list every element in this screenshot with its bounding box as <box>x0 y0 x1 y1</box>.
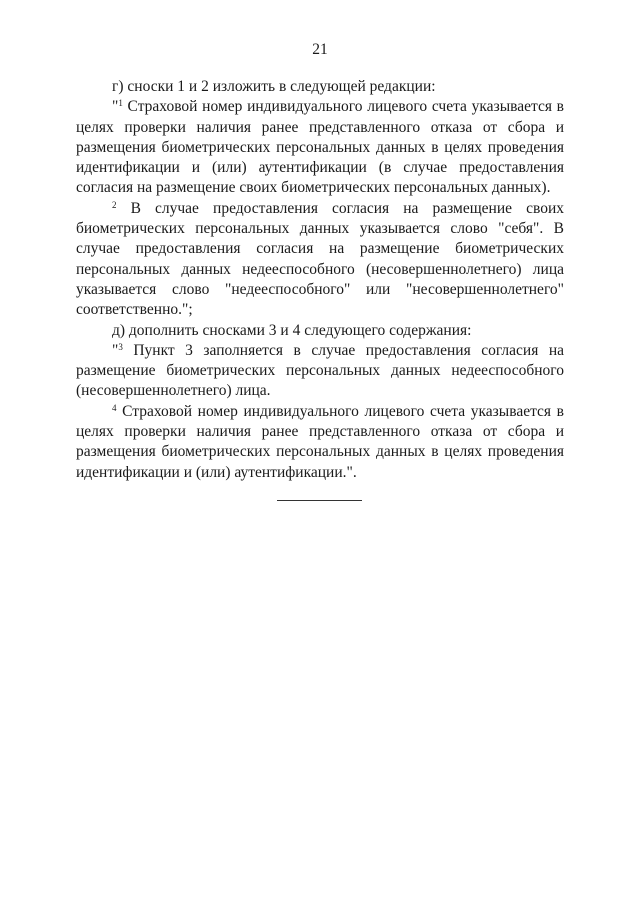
footnote-marker: 4 <box>112 402 117 413</box>
paragraph-footnote-4 <box>76 402 564 483</box>
footnote-marker: 1 <box>118 98 123 109</box>
opening-quote: " <box>112 98 119 116</box>
paragraph-footnote-1 <box>76 97 564 198</box>
page-number: 21 <box>312 41 328 58</box>
paragraph-text: Пункт 3 заполняется в случае предоставления согласия на размещение биометрических персональных данных недееспособного (несовершеннолетнего) лица. <box>76 341 564 400</box>
opening-quote: " <box>112 341 119 359</box>
footnote-marker: 3 <box>118 341 123 352</box>
end-divider-line <box>277 500 362 501</box>
paragraph-text: Страховой номер индивидуального лицевого счета указывается в целях проверки наличия ранее представленного отказа от сбора и размещения биометрических персональных данных в целях проведения идентификации и (или) аутентификации (в случае предоставления согласия на размещение своих биометрических персональных данных). <box>76 98 564 197</box>
paragraph-item-d <box>76 321 564 341</box>
paragraph-item-g <box>76 77 564 97</box>
footnote-marker: 2 <box>112 199 117 210</box>
paragraph-text: д) дополнить сносками 3 и 4 следующего содержания: <box>112 321 472 339</box>
document-body <box>76 77 564 483</box>
paragraph-text: В случае предоставления согласия на размещение своих биометрических персональных данных указывается слово "себя". В случае предоставления согласия на размещение биометрических персональных данных недееспособного (несовершеннолетнего) лица указывается слово "недееспособного" или "несовершеннолетнего" соответственно."; <box>76 199 564 319</box>
paragraph-footnote-3 <box>76 341 564 402</box>
paragraph-text: Страховой номер индивидуального лицевого счета указывается в целях проверки наличия ранее представленного отказа от сбора и размещения биометрических персональных данных в целях проведения идентификации и (или) аутентификации.". <box>76 402 564 481</box>
paragraph-footnote-2 <box>76 199 564 321</box>
paragraph-text: г) сноски 1 и 2 изложить в следующей редакции: <box>112 78 436 95</box>
